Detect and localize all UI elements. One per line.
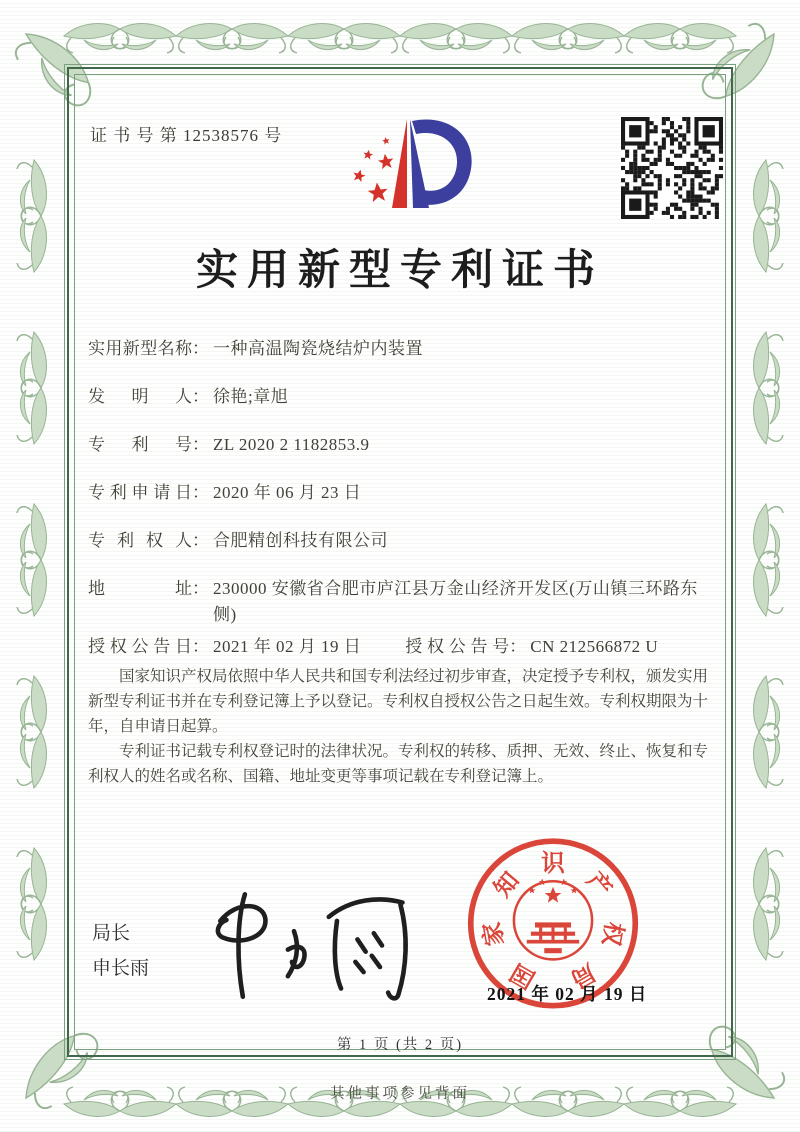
back-note: 其他事项参见背面	[330, 1086, 470, 1102]
field-colon: ：	[192, 531, 209, 550]
field-row-address	[88, 576, 716, 628]
field-list	[88, 336, 716, 660]
field-label: 授权公告日	[88, 637, 192, 656]
field-colon: ：	[192, 435, 209, 454]
field-label: 实用新型名称	[88, 339, 192, 358]
field-label: 授权公告号	[405, 637, 510, 656]
seal-char: 产	[581, 867, 617, 903]
legal-paragraph-1: 国家知识产权局依照中华人民共和国专利法经过初步审查，决定授予专利权，颁发实用新型专利证书并在专利登记簿上予以登记。专利权自授权公告之日起生效。专利权期限为十年，自申请日起算。	[88, 668, 709, 735]
seal-char: 局	[566, 957, 600, 993]
seal-char: 知	[489, 867, 525, 903]
grant-date-group	[88, 634, 361, 660]
signer-name: 申长雨	[92, 958, 150, 979]
field-label: 发明人	[88, 387, 192, 406]
field-colon: ：	[509, 637, 527, 656]
field-label: 专利申请日	[88, 483, 192, 502]
legal-text	[88, 664, 720, 789]
field-label: 专利号	[88, 435, 192, 454]
field-label: 地址	[88, 579, 192, 598]
field-value: 2021 年 02 月 19 日	[213, 637, 362, 656]
signer-title: 局长	[92, 923, 131, 944]
field-value: CN 212566872 U	[530, 637, 659, 656]
field-row-grant	[88, 634, 716, 660]
handwritten-signature	[206, 886, 426, 1004]
field-row-name	[88, 336, 716, 362]
page-number: 第 1 页 (共 2 页)	[336, 1037, 464, 1053]
field-row-patent-number	[88, 432, 716, 458]
seal-char: 权	[596, 919, 627, 948]
qr-code	[621, 117, 723, 219]
legal-paragraph-2: 专利证书记载专利权登记时的法律状况。专利权的转移、质押、无效、终止、恢复和专利权人的姓名或名称、国籍、地址变更等事项记载在专利登记簿上。	[88, 743, 709, 785]
field-row-patentee	[88, 528, 716, 554]
field-colon: ：	[192, 637, 209, 656]
field-row-inventor	[88, 384, 716, 410]
field-colon: ：	[192, 387, 209, 406]
certificate-title: 实用新型专利证书	[195, 248, 604, 294]
field-colon: ：	[192, 579, 209, 598]
field-row-filing-date	[88, 480, 716, 506]
seal-text	[478, 850, 628, 993]
signer-block	[92, 916, 149, 986]
field-value: 230000 安徽省合肥市庐江县万金山经济开发区(万山镇三环路东侧)	[213, 579, 698, 624]
seal-char: 家	[479, 919, 510, 948]
grant-number-group	[405, 634, 658, 660]
certificate-number: 证 书 号 第 12538576 号	[90, 126, 283, 145]
field-value: 徐艳;章旭	[213, 387, 289, 406]
field-value: 合肥精创科技有限公司	[213, 531, 388, 550]
field-colon: ：	[192, 483, 209, 502]
field-value: 一种高温陶瓷烧结炉内装置	[213, 339, 423, 358]
field-label: 专利权人	[88, 531, 192, 550]
field-colon: ：	[192, 339, 209, 358]
cnipa-logo-icon	[330, 104, 510, 236]
seal-char: 国	[506, 957, 540, 993]
seal-date: 2021 年 02 月 19 日	[487, 984, 648, 1004]
field-value: ZL 2020 2 1182853.9	[213, 435, 370, 454]
national-emblem-icon	[514, 879, 592, 960]
field-value: 2020 年 06 月 23 日	[213, 483, 362, 502]
seal-char: 识	[541, 850, 565, 877]
